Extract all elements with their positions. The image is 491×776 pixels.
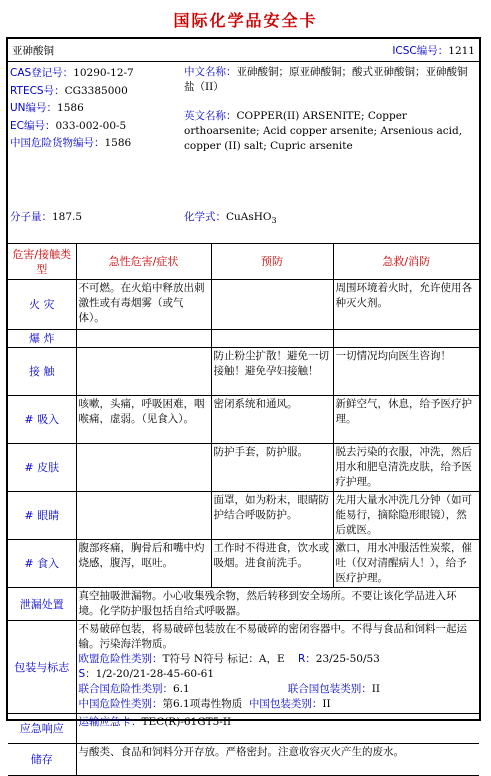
packaging-details: 不易破碎包装，将易破碎包装放在不易破碎的密闭容器中。不得与食品和饲料一起运输。污染海洋物质。 欧盟危险性类别：T符号 N符号 标记：A，E R：23/25-50/53 S：1/2-20/21-28-45-60-61 联合国危险性类别：6.1 联合国包装类别：II 中国危险性类别：第6.1项毒性物质 中国包装类别：II <box>76 621 479 714</box>
identification-block <box>8 61 479 244</box>
identifier-list <box>10 65 182 153</box>
name-list <box>184 65 476 154</box>
table-row: # 食入 腹部疼痛，胸骨后和嘴中灼烧感，腹泻，呕吐。 工作时不得进食，饮水或吸烟。进食前洗手。 漱口，用水冲服活性炭浆，催吐（仅对清醒病人！），给予医疗护理。 <box>8 540 479 588</box>
leak-row: 泄漏处置 真空抽吸泄漏物。小心收集残余物，然后转移到安全场所。不要让该化学品进入环境。化学防护服包括自给式呼吸器。 <box>8 588 479 621</box>
ec-number: EC编号：033-002-00-5 <box>10 119 127 132</box>
rtecs-number: RTECS号：CG3385000 <box>10 84 128 97</box>
table-row: 火 灾 不可燃。在火焰中释放出刺激性或有毒烟雾（或气体）。 周围环境着火时，允许使用各种灭火剂。 <box>8 280 479 330</box>
table-row: # 吸入 咳嗽，头痛，呼吸困难，咽喉痛，虚弱。（见食入）。 密闭系统和通风。 新鲜空气，休息，给予医疗护理。 <box>8 396 479 444</box>
header-hazard-type: 危害/接触类型 <box>8 244 76 280</box>
icsc-number: ICSC编号：1211 <box>392 45 475 57</box>
header-symptoms: 急性危害/症状 <box>76 244 211 280</box>
card-title: 国际化学品安全卡 <box>173 11 318 30</box>
header-first-aid: 急救/消防 <box>333 244 479 280</box>
table-row: # 皮肤 防护手套，防护服。 脱去污染的衣服，冲洗，然后用水和肥皂清洗皮肤，给予医疗护理。 <box>8 444 479 492</box>
table-row: # 眼睛 面罩，如为粉末，眼睛防护结合呼吸防护。 先用大量水冲洗几分钟（如可能易行，摘除隐形眼镜），然后就医。 <box>8 492 479 540</box>
chemical-formula: 化学式：CuAsHO$_3$ <box>184 211 277 226</box>
chemical-name: 亚砷酸铜 <box>12 45 54 57</box>
un-number: UN编号：1586 <box>10 102 84 114</box>
cn-dangerous-goods-number: 中国危险货物编号：1586 <box>10 137 132 149</box>
hazard-table-wrap <box>8 243 479 776</box>
packaging-row: 包装与标志 不易破碎包装，将易破碎包装放在不易破碎的密闭容器中。不得与食品和饲料一起运输。污染海洋物质。 欧盟危险性类别：T符号 N符号 标记：A，E R：23/25-50/53 S：1/2-20/21-28-45-60-61 联合国危险性类别：6.1 联合国包装类别：II 中国危险性类别：第6.1项毒性物质 中国包装类别：II <box>8 621 479 714</box>
cas-number: CAS登记号：10290-12-7 <box>10 67 134 79</box>
table-header-row <box>8 244 479 280</box>
table-row: 接 触 防止粉尘扩散！避免一切接触！避免孕妇接触！ 一切情况均向医生咨询！ <box>8 348 479 396</box>
molecular-weight: 分子量：187.5 <box>10 211 83 223</box>
table-row: 爆 炸 <box>8 330 479 348</box>
emergency-row: 应急响应 运输应急卡：TEC(R)-61GT5-II <box>8 714 479 744</box>
safety-card <box>6 37 481 766</box>
hazard-table <box>8 243 479 776</box>
chinese-name: 中文名称：亚砷酸铜；原亚砷酸铜；酸式亚砷酸铜；亚砷酸铜盐（II） <box>184 66 468 93</box>
storage-row: 储存 与酸类、食品和饲料分开存放。严格密封。注意收容灭火产生的废水。 <box>8 744 479 776</box>
english-name: 英文名称：COPPER(II) ARSENITE; Copper orthoarsenite; Acid copper arsenite; Arsenious acid, copper (II) salt; Cupric arsenite <box>184 110 463 152</box>
name-row <box>8 39 479 62</box>
header-prevention: 预防 <box>211 244 333 280</box>
